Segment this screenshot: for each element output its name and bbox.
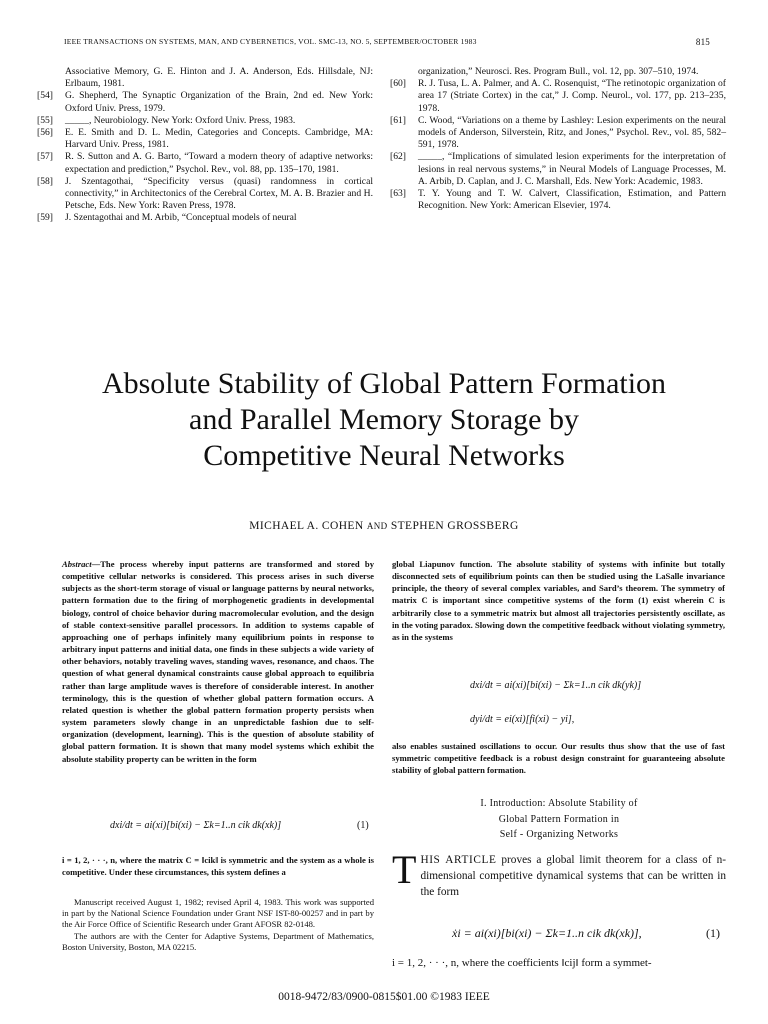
abstract-lead: Abstract— (62, 559, 101, 569)
copyright-footer: 0018-9472/83/0900-0815$01.00 ©1983 IEEE (278, 991, 490, 1003)
drop-cap: T (392, 847, 417, 892)
title-line: Absolute Stability of Global Pattern Formation (101, 367, 667, 400)
equation-2b: dyi/dt = ei(xi)[fi(xi) − yi], (470, 714, 575, 725)
author-name: MICHAEL A. COHEN (249, 520, 364, 532)
reference-item: [63] T. Y. Young and T. W. Calvert, Classification, Estimation, and Pattern Recognition. New York: American Elsevier, 1974. (390, 188, 726, 212)
running-header (64, 37, 710, 49)
reference-item: [59] J. Szentagothai and M. Arbib, “Conceptual models of neural (37, 212, 297, 224)
reference-item: [62] _____, “Implications of simulated lesion experiments for the interpretation of lesions in real nervous systems,” in Neural Models of Language Processes, M. A. Arbib, D. Caplan, and J. C. Marshall, Eds. New York: Academic, 1983. (390, 151, 726, 187)
intro-paragraph (392, 847, 726, 900)
equation-number: (1) (357, 820, 369, 831)
section-heading-line: Self - Organizing Networks (499, 829, 619, 840)
abstract-column-1 (62, 558, 374, 765)
journal-header: IEEE TRANSACTIONS ON SYSTEMS, MAN, AND CYBERNETICS, VOL. SMC-13, NO. 5, SEPTEMBER/OCTOBER 1983 (64, 37, 477, 46)
author-name: STEPHEN GROSSBERG (390, 520, 519, 532)
paper-title (0, 366, 768, 474)
intro-caps: HIS ARTICLE (420, 854, 497, 866)
reference-item: [55] _____, Neurobiology. New York: Oxford Univ. Press, 1983. (37, 114, 296, 126)
title-line: Competitive Neural Networks (203, 439, 565, 472)
author-line (0, 520, 768, 532)
intro-tail: i = 1, 2, · · ·, n, where the coefficients ‖cij‖ form a symmet- (392, 957, 652, 969)
equation-number: (1) (706, 926, 720, 940)
intro-text: proves a global limit theorem for a class of n-dimensional competitive dynamical systems that can be written in the form (420, 854, 726, 898)
abstract-continuation: i = 1, 2, · · ·, n, where the matrix C = ‖cik‖ is symmetric and the system as a whole is competitive. Under these circumstances, this system defines a (62, 855, 374, 878)
abstract-column-2-end: also enables sustained oscillations to occur. Our results thus show that the use of fast symmetric competitive feedback is a robust design constraint for guaranteeing absolute stability of global pattern formation. (392, 741, 725, 776)
reference-item: [56] E. E. Smith and D. L. Medin, Categories and Concepts. Cambridge, MA: Harvard Univ. Press, 1981. (37, 127, 373, 151)
section-heading (392, 796, 726, 843)
reference-item: [60] R. J. Tusa, L. A. Palmer, and A. C. Rosenquist, “The retinotopic organization of area 17 (Striate Cortex) in the cat,” J. Comp. Neurol., vol. 177, pp. 213–235, 1978. (390, 78, 726, 114)
reference-item: [54] G. Shepherd, The Synaptic Organization of the Brain, 2nd ed. New York: Oxford Univ. Press, 1979. (37, 90, 373, 114)
equation-1: dxi/dt = ai(xi)[bi(xi) − Σk=1..n cik dk(xk)] (110, 820, 282, 831)
section-heading-line: I. Introduction: Absolute Stability of (480, 798, 638, 809)
equation-2a: dxi/dt = ai(xi)[bi(xi) − Σk=1..n cik dk(yk)] (470, 680, 642, 691)
references-right (390, 66, 726, 212)
abstract-column-2: global Liapunov function. The absolute stability of systems with infinite but totally disconnected sets of equilibrium points can then be studied using the LaSalle invariance principle, the theory of several complex variables, and Sard’s theorem. The symmetry of matrix C is important since competitive systems of the form (1) exist wherein C is arbitrarily close to a symmetric matrix but almost all trajectories persistently oscillate, as in the voting paradox. Slowing down the competitive feedback without violating symmetry, as in the systems (392, 559, 725, 642)
section-heading-line: Global Pattern Formation in (498, 813, 620, 825)
equation-1-body: ẋi = ai(xi)[bi(xi) − Σk=1..n cik dk(xk)], (452, 926, 642, 940)
title-line: and Parallel Memory Storage by (189, 403, 579, 436)
reference-item: Associative Memory, G. E. Hinton and J. A. Anderson, Eds. Hillsdale, NJ: Erlbaum, 1981. (65, 66, 373, 90)
reference-item: [57] R. S. Sutton and A. G. Barto, “Toward a modern theory of adaptive networks: expectation and prediction,” Psychol. Rev., vol. 88, pp. 135–170, 1981. (37, 151, 373, 175)
reference-item: [61] C. Wood, “Variations on a theme by Lashley: Lesion experiments on the neural models of Anderson, Silverstein, Ritz, and Jones,” Psychol. Rev., vol. 85, 582–591, 1978. (390, 114, 726, 151)
footnote-paragraph: Manuscript received August 1, 1982; revised April 4, 1983. This work was supported in part by the National Science Foundation under Grant NSF IST-80-00257 and in part by the Air Force Office of Scientific Research under Grant AFOSR 82-0148. (62, 897, 374, 930)
page-number: 815 (695, 37, 710, 47)
reference-item: organization,” Neurosci. Res. Program Bull., vol. 12, pp. 307–510, 1974. (418, 66, 699, 77)
footnote (62, 897, 374, 953)
reference-item: [58] J. Szentagothai, “Specificity versus (quasi) randomness in cortical connectivity,” in Architectonics of the Cerebral Cortex, M. A. B. Brazier and H. Petsche, Eds. New York: Raven Press, 1978. (37, 175, 373, 212)
abstract-text: The process whereby input patterns are transformed and stored by competitive cellular networks is considered. This process arises in such diverse subjects as the short-term storage of visual or language patterns by neural networks, pattern formation due to the firing of morphogenetic gradients in developmental biology, control of choice behavior during macromolecular evolution, and the design of stable context-sensitive parallel processors. In addition to systems capable of approaching one of perhaps infinitely many equilibrium points in response to arbitrary input patterns and initial data, one finds in these subjects a wide variety of other behaviors, notably traveling waves, standing waves, resonance, and chaos. The question of what general dynamical constraints cause global approach to equilibria rather than large amplitude waves is therefore of considerable interest. In another terminology, this is the question of whether global pattern formation occurs. A related question is whether the global pattern formation property persists when system parameters slowly change in an unpredictable fashion due to self-organization (development, learning). This is the question of absolute stability of global pattern formation. It is shown that many model systems which exhibit the absolute stability property can be written in the form (62, 559, 374, 764)
author-conjunction: AND (366, 521, 388, 531)
references-left (37, 66, 373, 225)
footnote-paragraph: The authors are with the Center for Adaptive Systems, Department of Mathematics, Boston University, Boston, MA 02215. (62, 930, 374, 952)
